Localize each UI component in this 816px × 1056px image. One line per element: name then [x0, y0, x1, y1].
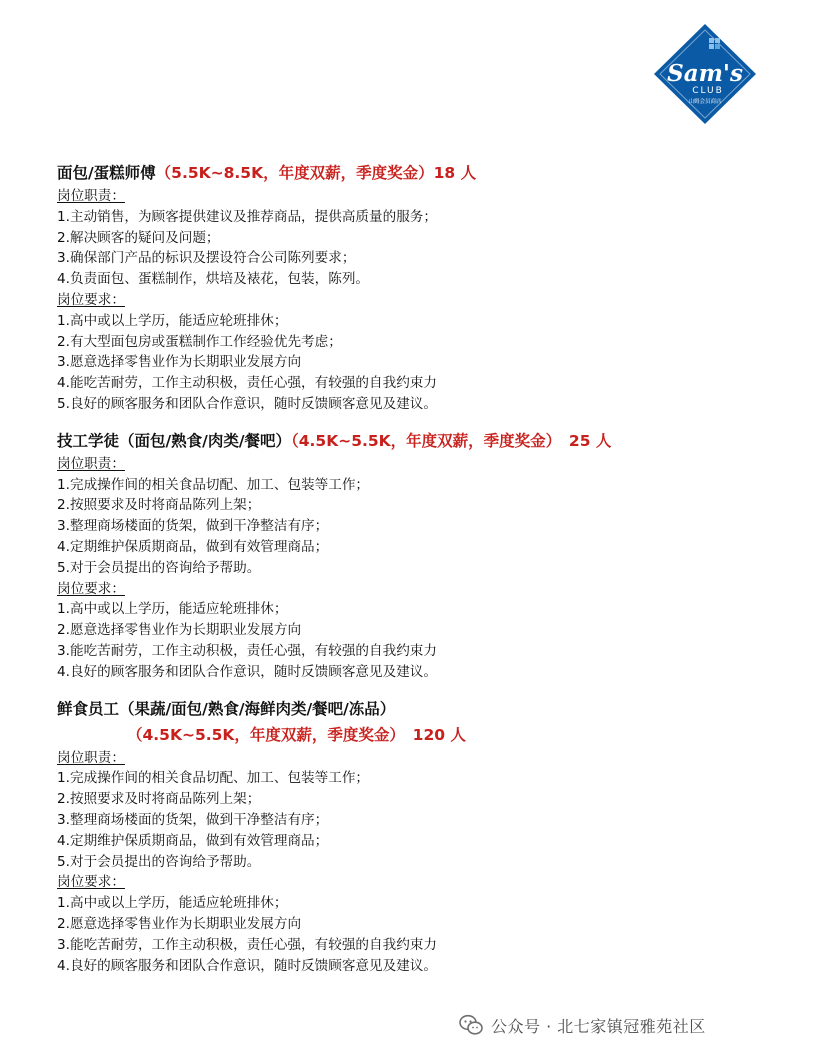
duties-label: 岗位职责：	[57, 749, 125, 766]
sams-club-logo-graphic	[652, 22, 758, 126]
requirement-item: 4.良好的顾客服务和团队合作意识，随时反馈顾客意见及建议。	[57, 957, 437, 974]
duty-item: 4.定期维护保质期商品，做到有效管理商品；	[57, 538, 329, 555]
requirement-item: 5.良好的顾客服务和团队合作意识，随时反馈顾客意见及建议。	[57, 395, 437, 412]
duty-item: 3.确保部门产品的标识及摆设符合公司陈列要求；	[57, 250, 356, 267]
duty-item: 2.按照要求及时将商品陈列上架；	[57, 791, 261, 808]
requirement-item: 4.能吃苦耐劳，工作主动积极，责任心强，有较强的自我约束力	[57, 375, 437, 392]
job-salary: （4.5K~5.5K，年度双薪，季度奖金） 25 人	[291, 431, 612, 450]
job-section-apprentice	[57, 428, 797, 683]
duty-item: 1.主动销售，为顾客提供建议及推荐商品，提供高质量的服务；	[57, 208, 437, 225]
job-salary	[57, 722, 797, 748]
svg-text:Sam's: Sam's	[667, 60, 743, 87]
job-listing	[57, 160, 797, 989]
duty-item: 3.整理商场楼面的货架，做到干净整洁有序；	[57, 811, 329, 828]
duty-item: 2.解决顾客的疑问及问题；	[57, 229, 220, 246]
job-heading	[57, 428, 797, 454]
watermark	[459, 1013, 706, 1037]
requirements-label: 岗位要求：	[57, 874, 125, 891]
svg-text:山姆会员商店: 山姆会员商店	[688, 99, 722, 105]
svg-text:CLUB: CLUB	[692, 86, 724, 96]
job-section-bakery	[57, 160, 797, 415]
duty-item: 1.完成操作间的相关食品切配、加工、包装等工作；	[57, 476, 370, 493]
duties-label: 岗位职责：	[57, 188, 125, 204]
job-title: 技工学徒（面包/熟食/肉类/餐吧）	[57, 431, 291, 450]
requirement-item: 2.愿意选择零售业作为长期职业发展方向	[57, 915, 302, 932]
requirement-item: 3.愿意选择零售业作为长期职业发展方向	[57, 354, 302, 371]
requirement-item: 4.良好的顾客服务和团队合作意识，随时反馈顾客意见及建议。	[57, 663, 437, 680]
requirements-label: 岗位要求：	[57, 580, 125, 597]
job-section-fresh-food	[57, 696, 797, 977]
duty-item: 5.对于会员提出的咨询给予帮助。	[57, 559, 261, 576]
requirement-item: 1.高中或以上学历，能适应轮班排休；	[57, 601, 288, 618]
duty-item: 5.对于会员提出的咨询给予帮助。	[57, 853, 261, 870]
sams-club-logo	[652, 22, 758, 126]
duty-item: 1.完成操作间的相关食品切配、加工、包装等工作；	[57, 770, 370, 787]
duties-label: 岗位职责：	[57, 455, 125, 472]
wechat-icon	[459, 1014, 483, 1036]
requirement-item: 1.高中或以上学历，能适应轮班排休；	[57, 895, 288, 912]
job-title: 面包/蛋糕师傅	[57, 164, 156, 182]
job-title: 鲜食员工（果蔬/面包/熟食/海鲜肉类/餐吧/冻品）	[57, 699, 396, 718]
requirement-item: 2.愿意选择零售业作为长期职业发展方向	[57, 622, 302, 639]
duty-item: 3.整理商场楼面的货架，做到干净整洁有序；	[57, 518, 329, 535]
duty-item: 4.定期维护保质期商品，做到有效管理商品；	[57, 832, 329, 849]
job-salary: （5.5K~8.5K，年度双薪，季度奖金）18 人	[155, 164, 477, 182]
job-salary-text: （4.5K~5.5K，年度双薪，季度奖金） 120 人	[127, 725, 466, 744]
duty-item: 2.按照要求及时将商品陈列上架；	[57, 497, 261, 514]
requirement-item: 3.能吃苦耐劳，工作主动积极，责任心强，有较强的自我约束力	[57, 642, 437, 659]
requirement-item: 1.高中或以上学历，能适应轮班排休；	[57, 312, 288, 329]
job-heading	[57, 160, 797, 186]
duty-item: 4.负责面包、蛋糕制作，烘培及裱花，包装，陈列。	[57, 271, 370, 288]
watermark-text: 公众号 · 北七家镇冠雅苑社区	[491, 1016, 706, 1036]
requirements-label: 岗位要求：	[57, 291, 125, 308]
requirement-item: 3.能吃苦耐劳，工作主动积极，责任心强，有较强的自我约束力	[57, 936, 437, 953]
requirement-item: 2.有大型面包房或蛋糕制作工作经验优先考虑；	[57, 333, 342, 350]
